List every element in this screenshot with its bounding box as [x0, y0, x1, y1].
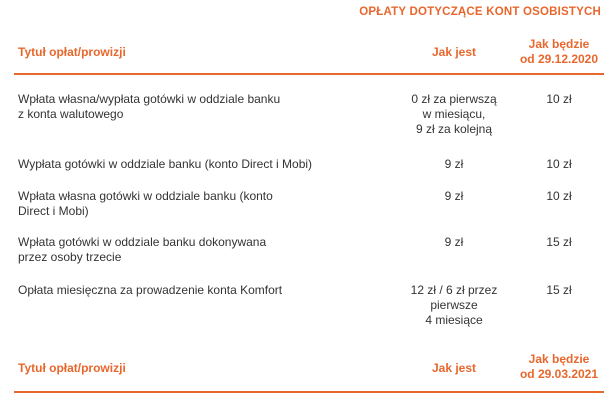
row-title-line: Opłata miesięczna za prowadzenie konta Komfort — [18, 283, 283, 297]
column-header-future-line1: Jak będzie — [528, 352, 590, 366]
row-current-fee-line: 0 zł za pierwszą — [411, 92, 497, 106]
column-header-now: Jak jest — [431, 45, 477, 59]
row-future-fee: 10 zł — [546, 92, 572, 106]
row-future-fee: 15 zł — [546, 283, 572, 297]
row-title-line: z konta walutowego — [18, 107, 124, 121]
table1-header-rule — [14, 73, 604, 75]
row-current-fee-line: w miesiącu, — [422, 107, 486, 121]
section-title: OPŁATY DOTYCZĄCE KONT OSOBISTYCH — [359, 6, 601, 18]
row-current-fee-line: pierwsze — [430, 298, 478, 312]
row-title — [18, 189, 358, 219]
row-current-fee — [394, 157, 514, 172]
row-title-line: Wpłata gotówki w oddziale banku dokonywana — [18, 235, 267, 249]
row-current-fee-line: 12 zł / 6 zł przez — [410, 283, 498, 297]
column-header-title: Tytuł opłat/prowizji — [18, 45, 126, 59]
row-current-fee-line: 9 zł za kolejną — [415, 122, 493, 136]
column-header-future-line1: Jak będzie — [528, 37, 590, 51]
row-current-fee — [394, 283, 514, 328]
row-current-fee — [394, 235, 514, 250]
row-current-fee-line: 9 zł — [444, 235, 464, 249]
row-current-fee-line: 9 zł — [444, 189, 464, 203]
row-title — [18, 157, 358, 172]
column-header-now: Jak jest — [431, 361, 477, 375]
row-future-fee: 10 zł — [546, 157, 572, 171]
row-title-line: przez osoby trzecie — [18, 250, 122, 264]
row-current-fee-line: 4 miesiące — [425, 313, 483, 327]
table1-header — [14, 32, 604, 76]
column-header-future — [509, 37, 609, 67]
row-title-line: Wpłata własna/wypłata gotówki w oddziale banku — [18, 92, 281, 106]
row-future-fee: 10 zł — [546, 189, 572, 203]
column-header-future-line2: od 29.12.2020 — [519, 52, 599, 66]
row-current-fee-line: 9 zł — [444, 157, 464, 171]
column-header-future — [509, 352, 609, 382]
row-title — [18, 235, 358, 265]
table2-header-rule — [14, 391, 604, 393]
row-title-line: Wpłata własna gotówki w oddziale banku (konto — [18, 189, 273, 203]
column-header-future-line2: od 29.03.2021 — [519, 367, 599, 381]
table2-header — [14, 346, 604, 390]
row-title-line: Wypłata gotówki w oddziale banku (konto Direct i Mobi) — [18, 157, 313, 171]
row-current-fee — [394, 189, 514, 204]
column-header-title: Tytuł opłat/prowizji — [18, 361, 126, 375]
row-title — [18, 283, 358, 298]
row-title — [18, 92, 358, 122]
row-future-fee: 15 zł — [546, 235, 572, 249]
row-title-line: Direct i Mobi) — [18, 204, 89, 218]
row-current-fee — [394, 92, 514, 137]
